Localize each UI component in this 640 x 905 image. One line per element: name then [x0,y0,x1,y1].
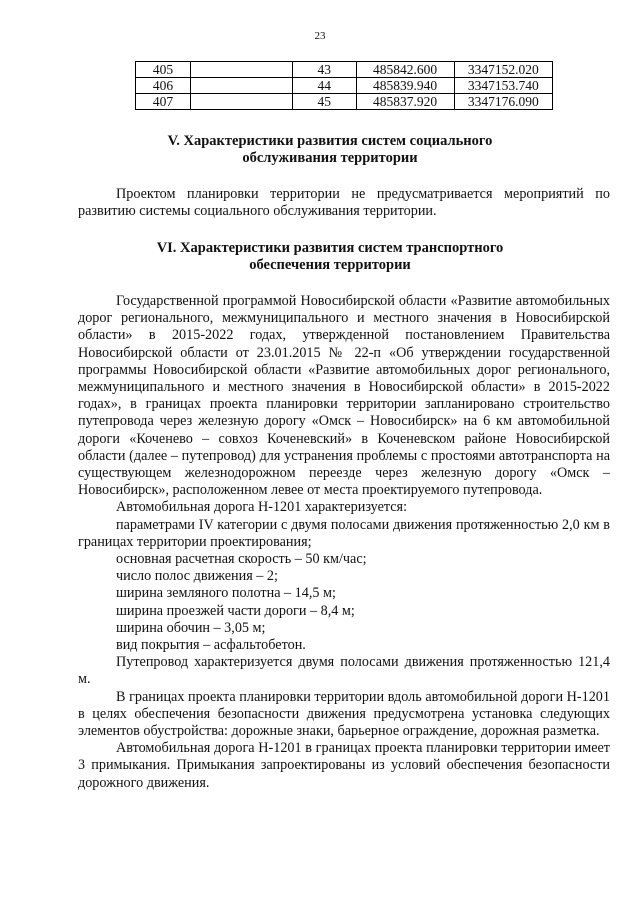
table-cell: 485837.920 [356,94,454,110]
paragraph-road-shoulders: ширина обочин – 3,05 м; [116,619,266,636]
table-cell: 485839.940 [356,78,454,94]
paragraph-overpass: Путепровод характеризуется двумя полосами движения протяженностью 121,4 м. [78,654,610,688]
table-cell: 3347152.020 [454,62,552,78]
section-6-heading [60,240,600,274]
coordinates-table [135,61,553,110]
table-row [136,78,553,94]
table-cell [190,62,292,78]
paragraph-road-category: параметрами IV категории с двумя полосами движения протяженностью 2,0 км в границах территории проектирования; [78,516,610,550]
table-cell: 44 [292,78,356,94]
section-5-heading [60,133,600,167]
table-cell: 45 [292,94,356,110]
paragraph-road-speed: основная расчетная скорость – 50 км/час; [116,551,367,568]
table-cell: 485842.600 [356,62,454,78]
table-cell: 43 [292,62,356,78]
section-5-body [78,186,610,220]
section-6-title-line1: VI. Характеристики развития систем транспортного [156,240,504,256]
paragraph-road-subgrade: ширина земляного полотна – 14,5 м; [116,585,336,602]
table-cell: 406 [136,78,191,94]
table-cell [190,78,292,94]
table-row [136,62,553,78]
section-5-title-line1: V. Характеристики развития систем социального [167,133,493,149]
table-cell: 407 [136,94,191,110]
paragraph-road-lanes: число полос движения – 2; [116,568,278,585]
table-cell: 3347153.740 [454,78,552,94]
section-6-title-line2: обеспечения территории [249,257,411,273]
table-cell: 405 [136,62,191,78]
paragraph-road-surface: вид покрытия – асфальтобетон. [116,637,306,654]
table-row [136,94,553,110]
section-5-paragraph: Проектом планировки территории не предусматривается мероприятий по развитию системы социального обслуживания территории. [78,186,610,220]
paragraph-junctions: Автомобильная дорога Н-1201 в границах проекта планировки территории имеет 3 примыкания. Примыкания запроектированы из условий обеспечения безопасности дорожного движения. [78,740,610,791]
paragraph-program: Государственной программой Новосибирской области «Развитие автомобильных дорог регионального, межмуниципального и местного значения в Новосибирской области» в 2015-2022 годах, утвержденной постановлением Правительства Новосибирской области от 23.01.2015 № 22-п «Об утверждении государственной программы Новосибирской области «Развитие автомобильных дорог регионального, межмуниципального и местного значения в Новосибирской области» в 2015-2022 годах», в границах проекта планировки территории запланировано строительство путепровода через железную дорогу «Омск – Новосибирск» на 6 км автомобильной дороги «Коченево – совхоз Коченевский» в Коченевском районе Новосибирской области (далее – путепровод) для устранения проблемы с простоями автотранспорта на существующем железнодорожном переезде через железную дорогу «Омск – Новосибирск», расположенном левее от места проектируемого путепровода. [78,293,610,499]
paragraph-safety: В границах проекта планировки территории вдоль автомобильной дороги Н-1201 в целях обеспечения безопасности движения предусмотрена установка следующих элементов обустройства: дорожные знаки, барьерное ограждение, дорожная разметка. [78,688,610,740]
section-5-title-line2: обслуживания территории [242,150,418,166]
page-number: 23 [314,30,326,42]
table-cell: 3347176.090 [454,94,552,110]
paragraph-road-carriageway: ширина проезжей части дороги – 8,4 м; [116,602,355,619]
paragraph-road-intro: Автомобильная дорога Н-1201 характеризуется: [116,499,408,516]
table-cell [190,94,292,110]
section-6-body [78,293,610,792]
